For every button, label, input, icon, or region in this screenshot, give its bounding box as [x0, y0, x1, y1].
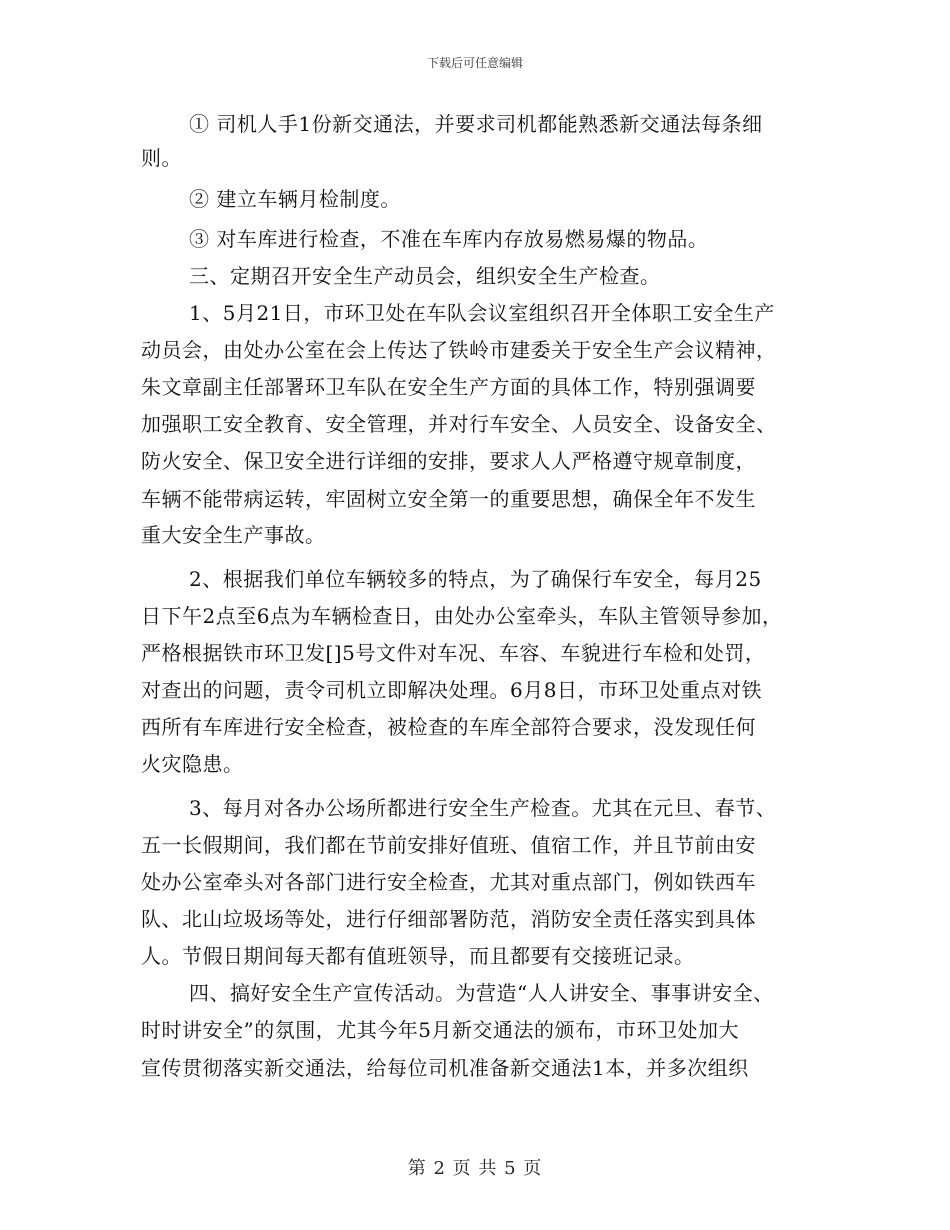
text-line: 2、根据我们单位车辆较多的特点，为了确保行车安全，每月25	[189, 567, 762, 591]
text-line: 对查出的问题，责令司机立即解决处理。6月8日，市环卫处重点对铁	[141, 678, 762, 702]
text-line: 处办公室牵头对各部门进行安全检查，尤其对重点部门，例如铁西车	[141, 870, 756, 894]
page-number: 第 2 页 共 5 页	[407, 1158, 543, 1179]
text-line: ② 建立车辆月检制度。	[189, 187, 401, 211]
text-line: 五一长假期间，我们都在节前安排好值班、值宿工作，并且节前由安	[141, 833, 756, 857]
page-header-note: 下载后可任意编辑	[426, 56, 523, 70]
text-line: ① 司机人手1份新交通法，并要求司机都能熟悉新交通法每条细	[189, 112, 763, 136]
text-line: ③ 对车库进行检查，不准在车库内存放易燃易爆的物品。	[189, 227, 709, 251]
text-line: 朱文章副主任部署环卫车队在安全生产方面的具体工作，特别强调要	[141, 375, 756, 399]
text-line: 西所有车库进行安全检查，被检查的车库全部符合要求，没发现任何	[141, 715, 756, 739]
text-line: 火灾隐患。	[141, 752, 244, 776]
text-line: 1、5月21日，市环卫处在车队会议室组织召开全体职工安全生产	[189, 301, 775, 325]
text-line: 宣传贯彻落实新交通法，给每位司机准备新交通法1本，并多次组织	[141, 1056, 749, 1080]
section-heading: 三、定期召开安全生产动员会，组织安全生产检查。	[189, 264, 661, 288]
text-line: 动员会，由处办公室在会上传达了铁岭市建委关于安全生产会议精神，	[141, 338, 777, 362]
text-line: 日下午2点至6点为车辆检查日，由处办公室牵头，车队主管领导参加，	[141, 604, 783, 628]
text-line: 时时讲安全”的氛围，尤其今年5月新交通法的颁布，市环卫处加大	[141, 1018, 739, 1042]
text-line: 3、每月对各办公场所都进行安全生产检查。尤其在元旦、春节、	[189, 796, 777, 820]
text-line: 则。	[141, 146, 182, 170]
text-line: 防火安全、保卫安全进行详细的安排，要求人人严格遵守规章制度，	[141, 449, 756, 473]
section-heading: 四、搞好安全生产宣传活动。为营造“人人讲安全、事事讲安全、	[189, 981, 774, 1005]
text-line: 人。节假日期间每天都有值班领导，而且都要有交接班记录。	[141, 944, 695, 968]
text-line: 车辆不能带病运转，牢固树立安全第一的重要思想，确保全年不发生	[141, 487, 756, 511]
text-line: 加强职工安全教育、安全管理，并对行车安全、人员安全、设备安全、	[141, 412, 777, 436]
text-line: 重大安全生产事故。	[141, 523, 326, 547]
text-line: 严格根据铁市环卫发[]5号文件对车况、车容、车貌进行车检和处罚，	[141, 641, 766, 665]
text-line: 队、北山垃圾场等处，进行仔细部署防范，消防安全责任落实到具体	[141, 907, 756, 931]
